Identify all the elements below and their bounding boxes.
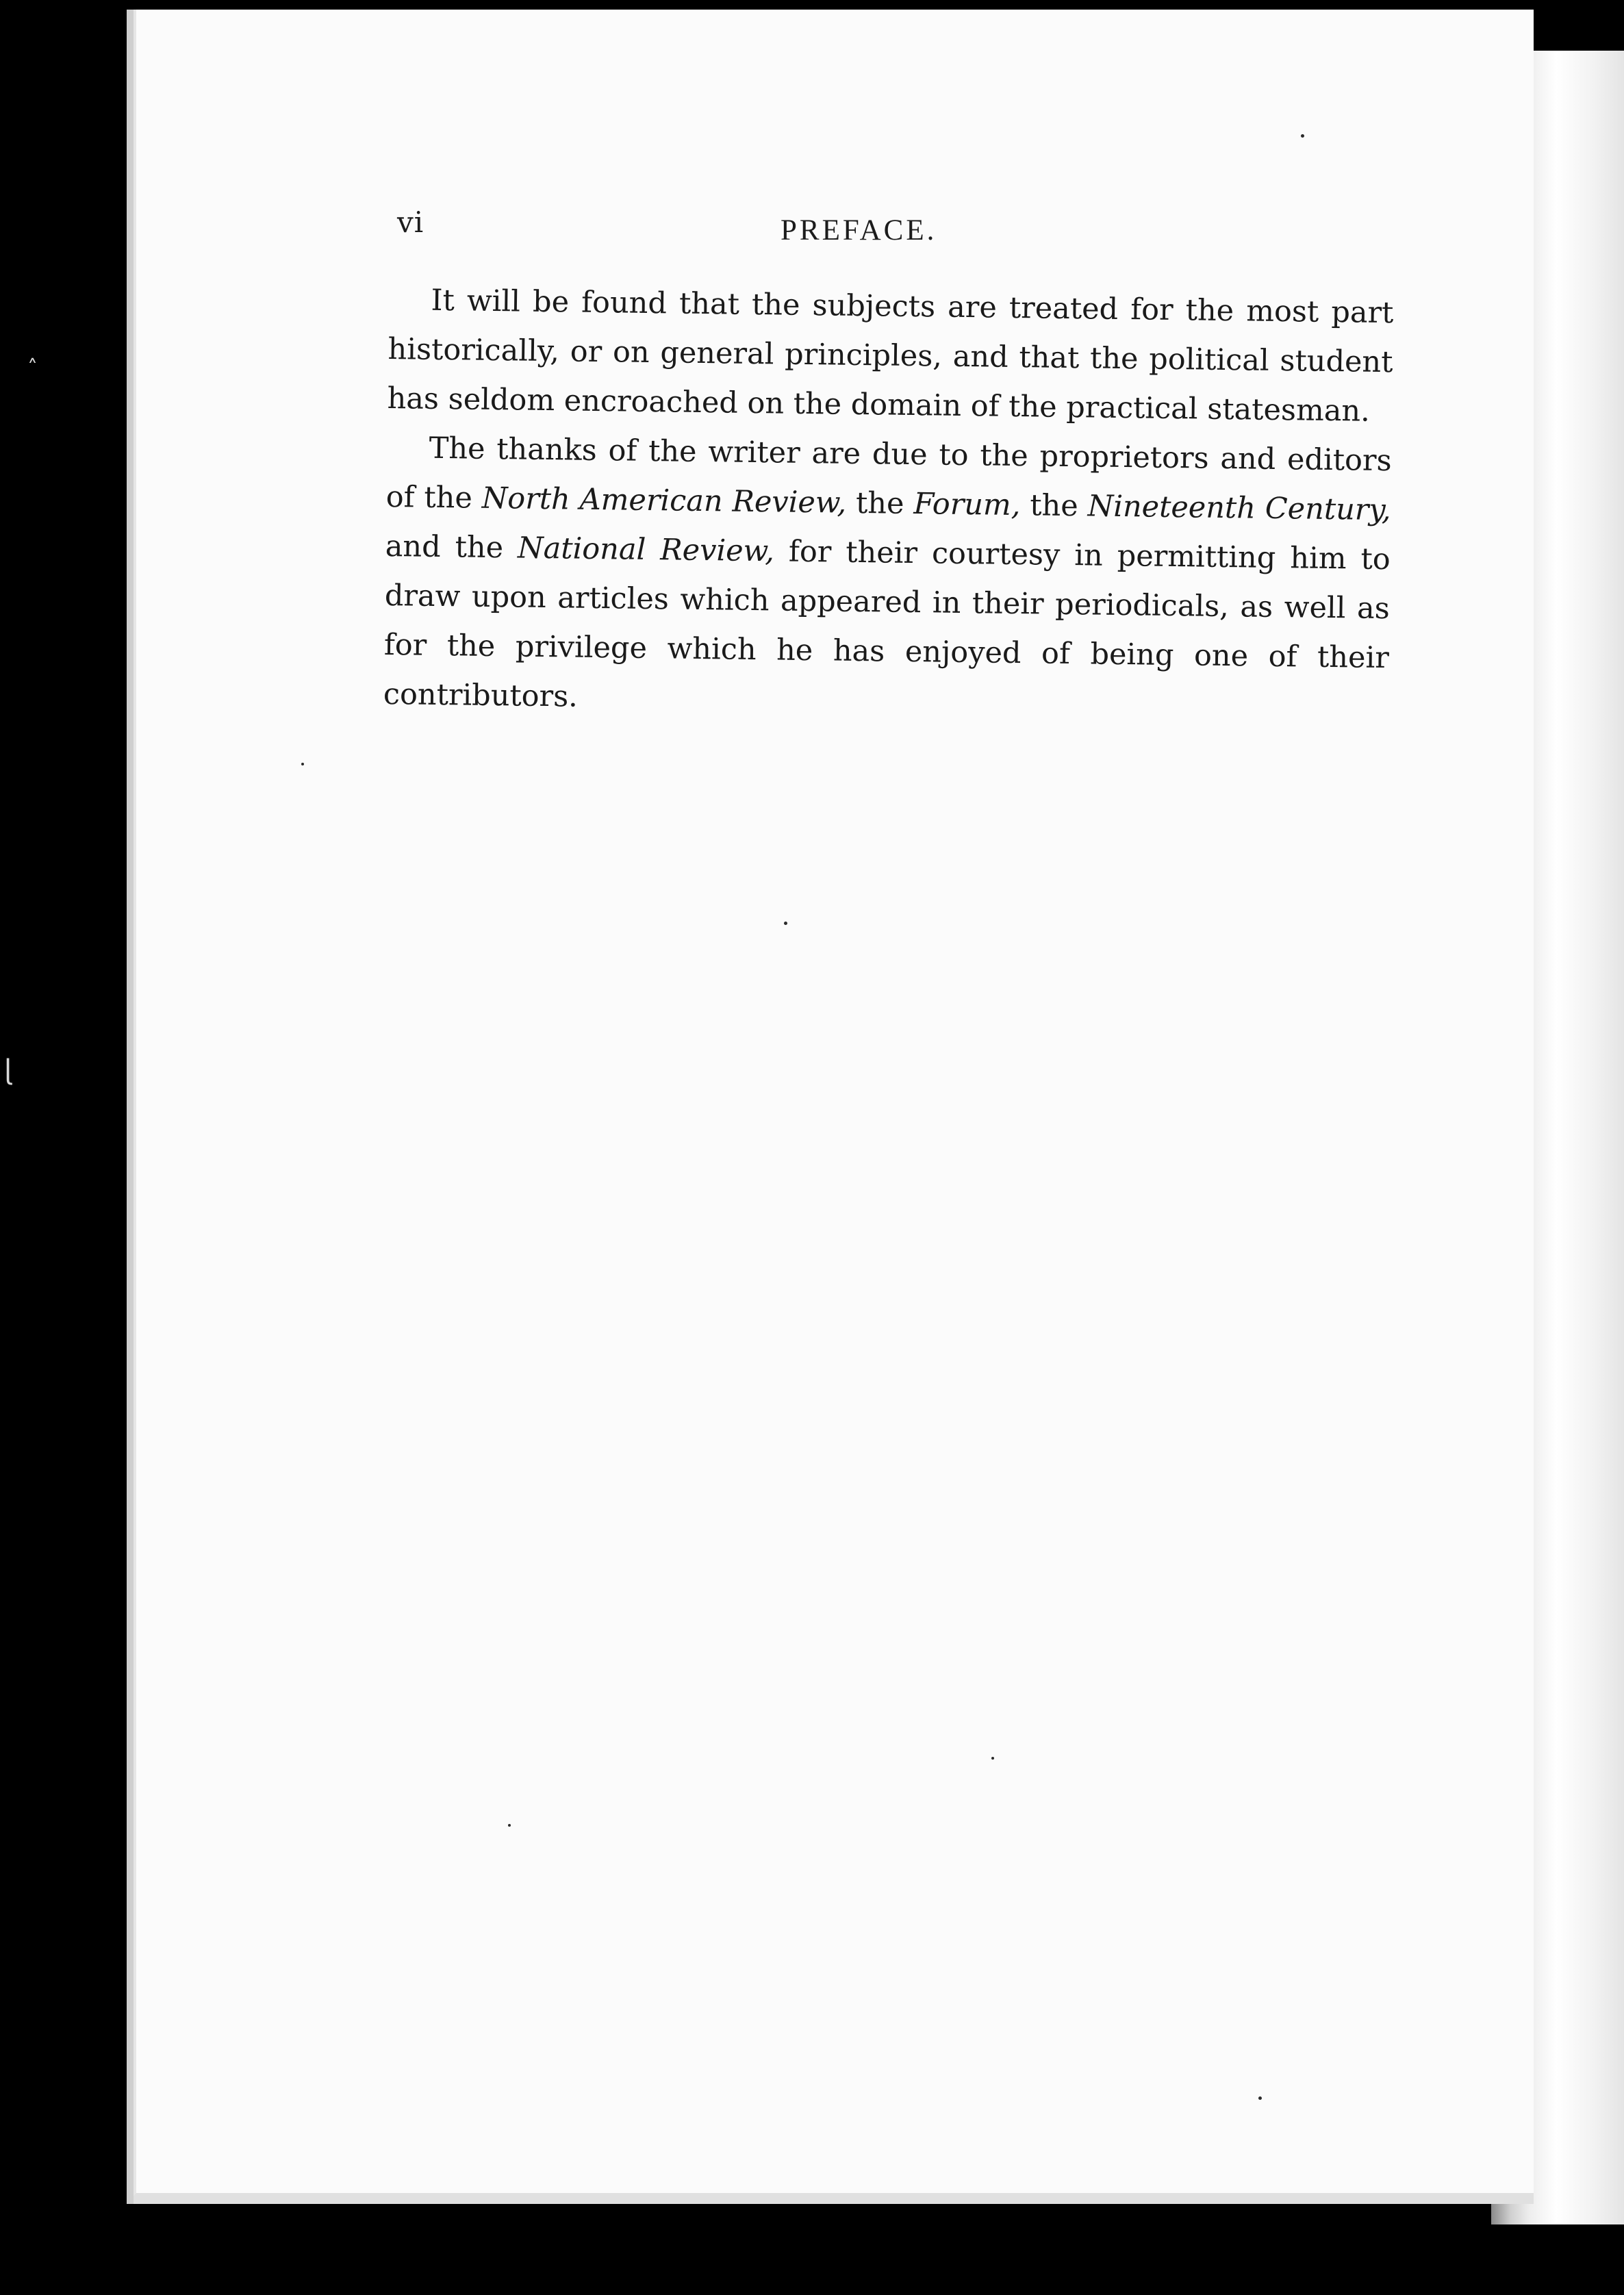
- ink-speck: [991, 1757, 994, 1760]
- periodical-title-forum: Forum,: [913, 487, 1021, 523]
- preface-body: [383, 275, 1394, 732]
- paragraph-2-text-d: and the: [385, 529, 518, 566]
- scan-artifact: ˄: [27, 356, 38, 380]
- ink-speck: [508, 1824, 511, 1827]
- periodical-title-national-review: National Review,: [517, 531, 775, 569]
- paragraph-1: [387, 275, 1394, 436]
- ink-speck: [1301, 134, 1304, 138]
- scan-artifact: ɭ: [4, 1054, 12, 1086]
- paragraph-2-text-e: for their courtesy in permitting him to draw upon articles which appeared in their periodicals, as well as for the privilege which he has enjoyed of being one of their contributors.: [383, 534, 1391, 714]
- periodical-title-north-american-review: North American Review,: [481, 481, 847, 520]
- paragraph-2: [383, 423, 1393, 732]
- ink-speck: [784, 922, 787, 925]
- paragraph-2-text-c: the: [1020, 488, 1088, 524]
- paragraph-2-text-a: The thanks of the writer are due to the proprietors and editors of the: [385, 431, 1392, 516]
- ink-speck: [301, 763, 304, 765]
- page-left-edge: [127, 10, 134, 2204]
- periodical-title-nineteenth-century: Nineteenth Century,: [1087, 489, 1391, 528]
- page-number: vi: [397, 205, 424, 239]
- paragraph-2-text-b: the: [846, 485, 914, 522]
- ink-speck: [1258, 2096, 1262, 2100]
- paragraph-1-text: It will be found that the subjects are treated for the most part historically, or on general principles, and that the political student has seldom encroached on the domain of the practical statesman.: [387, 283, 1394, 429]
- running-title: PREFACE.: [781, 214, 937, 246]
